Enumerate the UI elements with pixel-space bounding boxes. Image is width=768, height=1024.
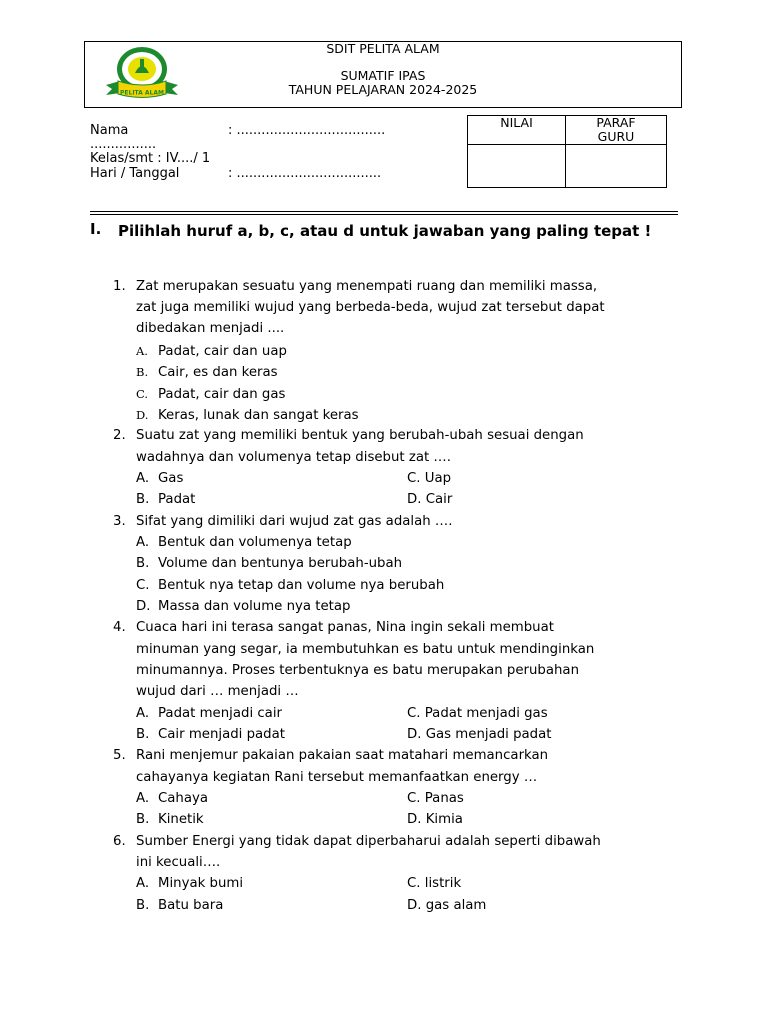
option-4a[interactable]	[136, 706, 282, 722]
option-6d[interactable]	[407, 898, 486, 914]
option-text: Gas menjadi padat	[425, 727, 552, 742]
guru-label: GURU	[597, 129, 635, 144]
question-4-line: minumannya. Proses terbentuknya es batu merupakan perubahan	[136, 663, 579, 678]
option-2a[interactable]	[136, 471, 183, 487]
option-letter: D.	[407, 812, 422, 827]
question-5-line: cahayanya kegiatan Rani tersebut memanfaatkan energy …	[136, 770, 538, 785]
score-table	[467, 115, 667, 188]
option-letter: D.	[136, 408, 149, 422]
school-logo	[102, 45, 182, 101]
option-text: Bentuk nya tetap dan volume nya berubah	[158, 578, 445, 593]
option-2d[interactable]	[407, 492, 452, 508]
option-4d[interactable]	[407, 727, 551, 743]
name-field-continued[interactable]: ................	[90, 137, 157, 152]
option-3c[interactable]	[136, 578, 444, 594]
section-number: I.	[90, 220, 102, 238]
date-field[interactable]: : ...................................	[228, 166, 382, 181]
name-field[interactable]: : ....................................	[228, 123, 386, 138]
option-1c[interactable]	[136, 386, 285, 403]
option-letter: B.	[136, 812, 150, 827]
option-letter: C.	[407, 471, 421, 486]
option-letter: A.	[136, 344, 148, 358]
option-text: Cair, es dan keras	[158, 365, 278, 380]
question-1-line: zat juga memiliki wujud yang berbeda-beda, wujud zat tersebut dapat	[136, 300, 605, 315]
option-letter: D.	[407, 492, 422, 507]
school-name: SDIT PELITA ALAM	[326, 41, 440, 56]
question-3-number: 3.	[113, 514, 126, 529]
option-3d[interactable]	[136, 599, 350, 615]
option-text: Kimia	[425, 812, 463, 827]
name-label: Nama	[90, 123, 129, 138]
option-text: Cair menjadi padat	[158, 727, 285, 742]
option-letter: D.	[407, 727, 422, 742]
option-letter: A.	[136, 791, 150, 806]
option-letter: D.	[136, 599, 151, 614]
option-text: Panas	[424, 791, 464, 806]
option-2c[interactable]	[407, 471, 451, 487]
question-6-line: Sumber Energi yang tidak dapat diperbaharui adalah seperti dibawah	[136, 834, 601, 849]
option-5b[interactable]	[136, 812, 204, 828]
exam-title: SUMATIF IPAS	[340, 68, 426, 83]
option-letter: C.	[136, 387, 149, 401]
option-text: Padat menjadi cair	[158, 706, 282, 721]
option-text: Padat	[158, 492, 196, 507]
divider-bottom	[90, 214, 678, 215]
academic-year: TAHUN PELAJARAN 2024-2025	[288, 82, 478, 97]
divider-top	[90, 211, 678, 212]
question-5-line: Rani menjemur pakaian pakaian saat matahari memancarkan	[136, 748, 549, 763]
option-text: Massa dan volume nya tetap	[158, 599, 351, 614]
option-text: Padat, cair dan gas	[158, 387, 286, 402]
option-letter: D.	[407, 898, 422, 913]
option-4c[interactable]	[407, 706, 548, 722]
option-text: Gas	[158, 471, 184, 486]
date-label: Hari / Tanggal	[90, 166, 180, 181]
option-text: Cair	[425, 492, 453, 507]
option-text: Padat, cair dan uap	[158, 344, 287, 359]
question-2-line: Suatu zat yang memiliki bentuk yang berubah-ubah sesuai dengan	[136, 428, 584, 443]
question-6-line: ini kecuali….	[136, 855, 221, 870]
option-letter: C.	[407, 876, 421, 891]
option-letter: B.	[136, 898, 150, 913]
option-6b[interactable]	[136, 898, 223, 914]
nilai-cell[interactable]	[468, 145, 566, 188]
paraf-cell[interactable]	[566, 145, 667, 188]
question-2-line: wadahnya dan volumenya tetap disebut zat ….	[136, 450, 451, 465]
nilai-header: NILAI	[468, 116, 566, 145]
option-text: Minyak bumi	[158, 876, 244, 891]
option-3b[interactable]	[136, 556, 402, 572]
option-letter: B.	[136, 727, 150, 742]
option-text: Uap	[424, 471, 452, 486]
logo-ribbon-text: PELITA ALAM	[120, 89, 164, 97]
option-letter: B.	[136, 492, 150, 507]
question-4-line: wujud dari … menjadi …	[136, 684, 299, 699]
option-letter: C.	[407, 791, 421, 806]
option-text: Kinetik	[158, 812, 204, 827]
option-6c[interactable]	[407, 876, 461, 892]
option-5d[interactable]	[407, 812, 463, 828]
question-3-line: Sifat yang dimiliki dari wujud zat gas adalah ….	[136, 514, 453, 529]
option-3a[interactable]	[136, 535, 352, 551]
option-text: gas alam	[425, 898, 487, 913]
option-text: Bentuk dan volumenya tetap	[158, 535, 352, 550]
option-5c[interactable]	[407, 791, 464, 807]
option-letter: B.	[136, 365, 149, 379]
option-letter: A.	[136, 706, 150, 721]
option-text: listrik	[424, 876, 462, 891]
paraf-header	[566, 116, 667, 145]
class-field[interactable]: Kelas/smt : IV..../ 1	[90, 151, 211, 166]
option-letter: C.	[407, 706, 421, 721]
option-4b[interactable]	[136, 727, 285, 743]
question-1-number: 1.	[113, 279, 126, 294]
option-letter: A.	[136, 471, 150, 486]
question-5-number: 5.	[113, 748, 126, 763]
option-5a[interactable]	[136, 791, 208, 807]
option-6a[interactable]	[136, 876, 243, 892]
option-2b[interactable]	[136, 492, 195, 508]
question-1-line: Zat merupakan sesuatu yang menempati ruang dan memiliki massa,	[136, 279, 598, 294]
option-text: Keras, lunak dan sangat keras	[158, 408, 359, 423]
option-letter: A.	[136, 876, 150, 891]
option-1a[interactable]	[136, 343, 287, 360]
option-text: Cahaya	[158, 791, 209, 806]
option-text: Volume dan bentunya berubah-ubah	[158, 556, 403, 571]
option-1d[interactable]	[136, 407, 359, 424]
question-6-number: 6.	[113, 834, 126, 849]
question-2-number: 2.	[113, 428, 126, 443]
section-title: Pilihlah huruf a, b, c, atau d untuk jawaban yang paling tepat !	[118, 222, 652, 240]
option-text: Padat menjadi gas	[424, 706, 548, 721]
question-1-line: dibedakan menjadi ....	[136, 321, 285, 336]
option-1b[interactable]	[136, 364, 278, 381]
option-text: Batu bara	[158, 898, 224, 913]
paraf-label: PARAF	[596, 115, 636, 130]
option-letter: A.	[136, 535, 150, 550]
option-letter: B.	[136, 556, 150, 571]
question-4-line: Cuaca hari ini terasa sangat panas, Nina ingin sekali membuat	[136, 620, 554, 635]
question-4-line: minuman yang segar, ia membutuhkan es batu untuk mendinginkan	[136, 642, 595, 657]
question-4-number: 4.	[113, 620, 126, 635]
option-letter: C.	[136, 578, 150, 593]
